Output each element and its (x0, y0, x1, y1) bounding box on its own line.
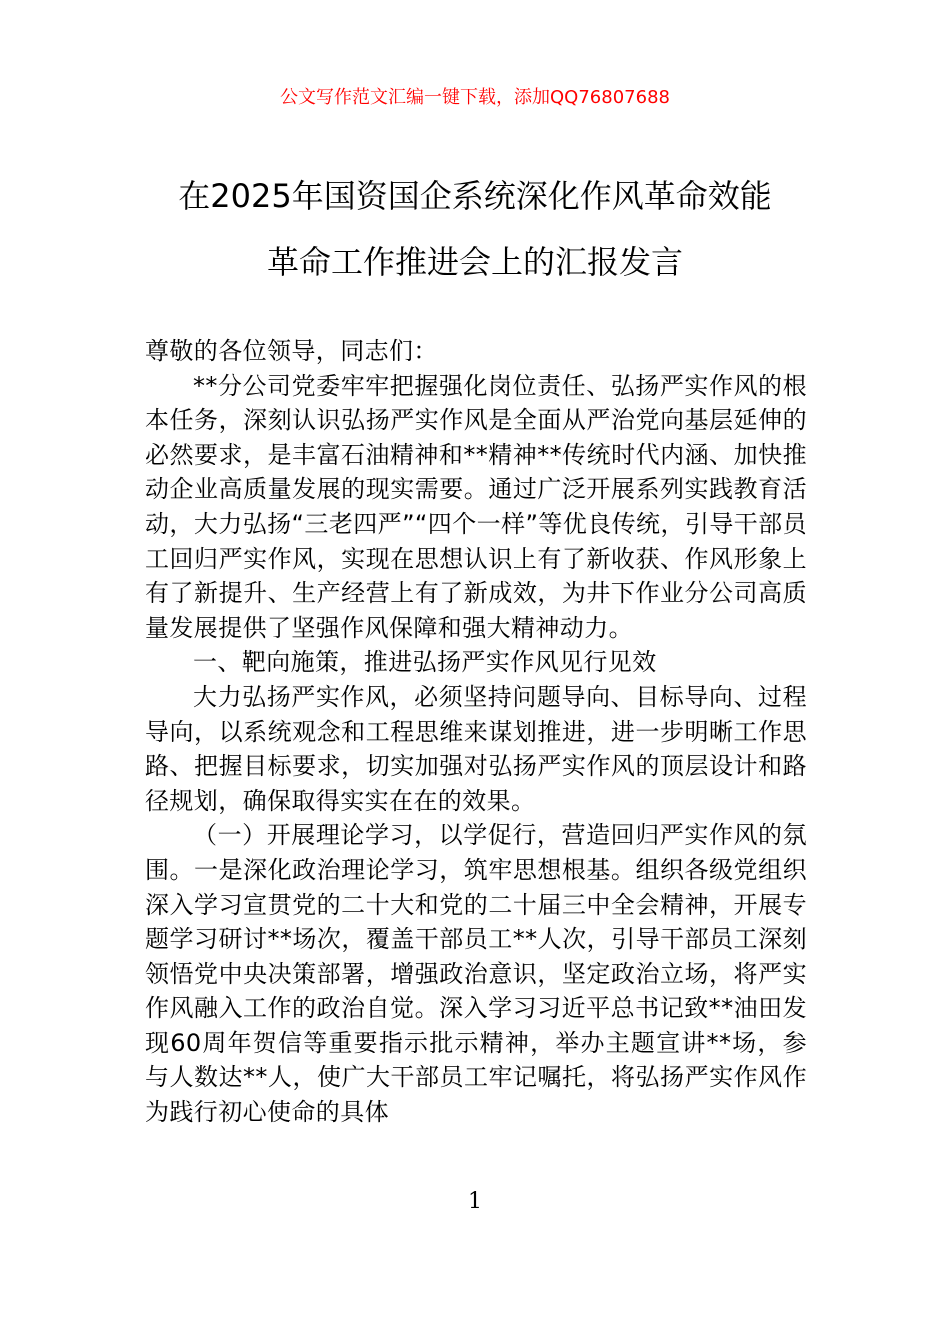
body-paragraph: **分公司党委牢牢把握强化岗位责任、弘扬严实作风的根本任务，深刻认识弘扬严实作风是全面从严治党向基层延伸的必然要求，是丰富石油精神和**精神**传统时代内涵、加快推动企业高质量发展的现实需要。通过广泛开展系列实践教育活动，大力弘扬“三老四严”“四个一样”等优良传统，引导干部员工回归严实作风，实现在思想认识上有了新收获、作风形象上有了新提升、生产经营上有了新成效，为井下作业分公司高质量发展提供了坚强作风保障和强大精神动力。 (145, 371, 807, 642)
page-number: 1 (468, 1189, 482, 1214)
body-paragraph: 大力弘扬严实作风，必须坚持问题导向、目标导向、过程导向，以系统观念和工程思维来谋划推进，进一步明晰工作思路、把握目标要求，切实加强对弘扬严实作风的顶层设计和路径规划，确保取得实实在在的效果。 (145, 682, 807, 815)
salutation: 尊敬的各位领导，同志们： (145, 337, 438, 365)
document-title-line-1: 在2025年国资国企系统深化作风革命效能 (178, 177, 772, 215)
document-title-line-2: 革命工作推进会上的汇报发言 (266, 243, 683, 281)
download-banner: 公文写作范文汇编一键下载，添加QQ76807688 (280, 87, 670, 108)
body-paragraph: （一）开展理论学习，以学促行，营造回归严实作风的氛围。一是深化政治理论学习，筑牢思想根基。组织各级党组织深入学习宣贯党的二十大和党的二十届三中全会精神，开展专题学习研讨**场次，覆盖干部员工**人次，引导干部员工深刻领悟党中央决策部署，增强政治意识，坚定政治立场，将严实作风融入工作的政治自觉。深入学习习近平总书记致**油田发现60周年贺信等重要指示批示精神，举办主题宣讲**场，参与人数达**人，使广大干部员工牢记嘱托，将弘扬严实作风作为践行初心使命的具体 (145, 821, 807, 1127)
section-heading: 一、靶向施策，推进弘扬严实作风见行见效 (193, 648, 657, 677)
document-body (145, 334, 807, 1130)
